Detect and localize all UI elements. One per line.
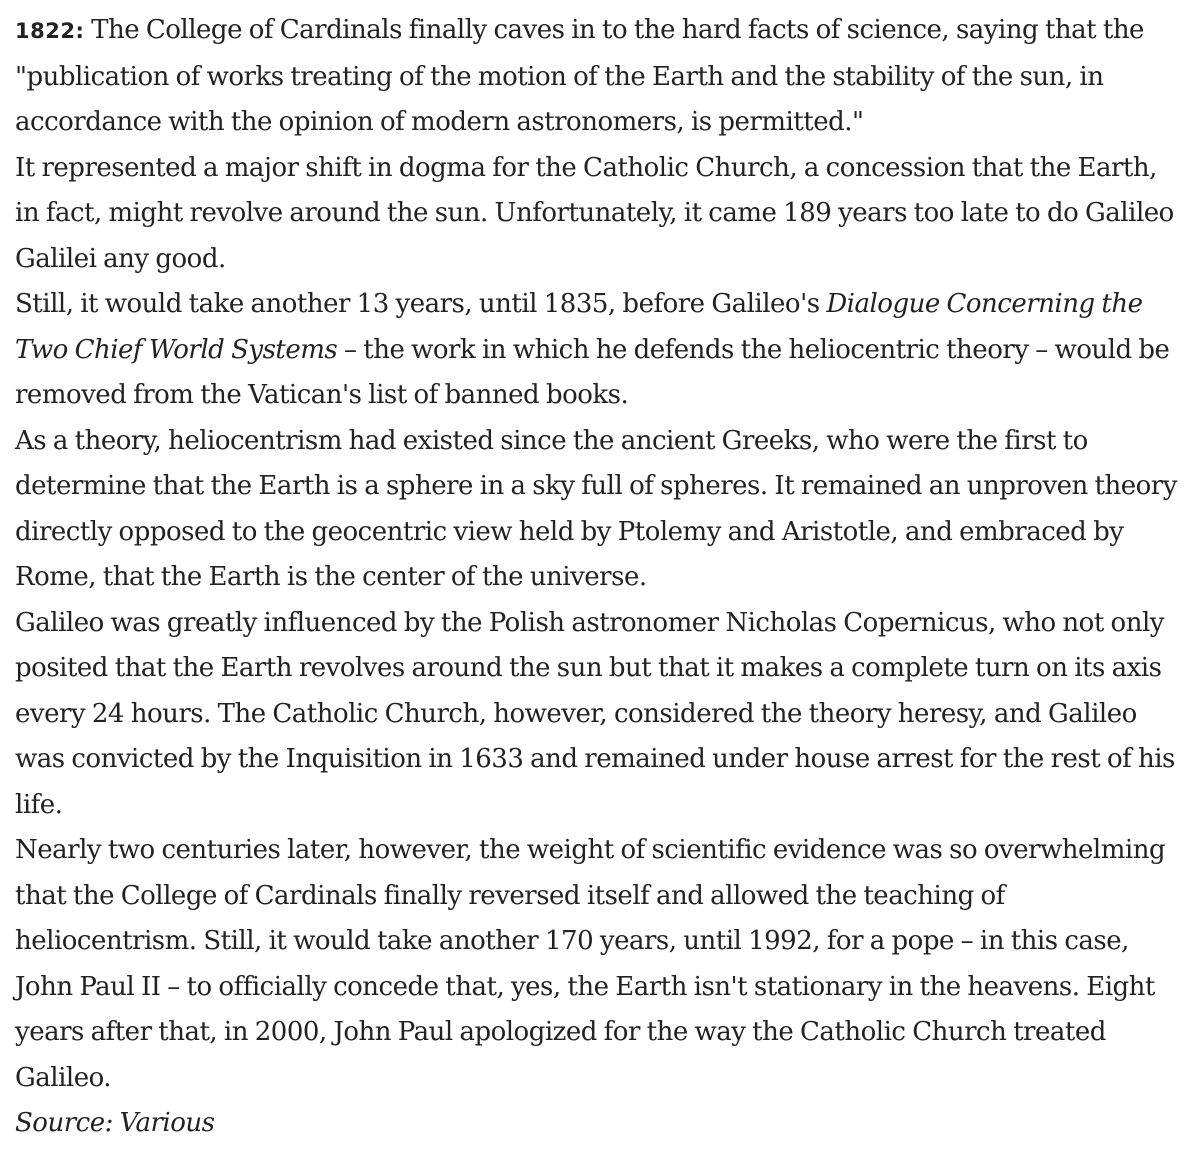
paragraph-dialogue (15, 282, 1186, 419)
paragraph-two-centuries-later: Nearly two centuries later, however, the weight of scientific evidence was so overwhelming that the College of Cardinals finally reversed itself and allowed the teaching of heliocentrism. Still, it would take another 170 years, until 1992, for a pope – in this case, John Paul II – to officially concede that, yes, the Earth isn't stationary in the heavens. Eight years after that, in 2000, John Paul apologized for the way the Catholic Church treated Galileo. (15, 835, 1166, 1093)
intro-text: The College of Cardinals finally caves in to the hard facts of science, saying that the "publication of works treating of the motion of the Earth and the stability of the sun, in accordance with the opinion of modern astronomers, is permitted." (15, 15, 1144, 137)
paragraph-heliocentrism-theory: As a theory, heliocentrism had existed since the ancient Greeks, who were the first to determine that the Earth is a sphere in a sky full of spheres. It remained an unproven theory directly opposed to the geocentric view held by Ptolemy and Aristotle, and embraced by Rome, that the Earth is the center of the universe. (15, 425, 1177, 592)
intro-paragraph (15, 8, 1186, 146)
dialogue-text-after: – the work in which he defends the heliocentric theory – would be removed from the Vatican's list of banned books. (15, 334, 1170, 410)
dateline: 1822: (15, 19, 85, 43)
source-text: Source: Various (15, 1108, 215, 1138)
source-line (15, 1101, 1186, 1147)
paragraph-copernicus: Galileo was greatly influenced by the Polish astronomer Nicholas Copernicus, who not only posited that the Earth revolves around the sun but that it makes a complete turn on its axis every 24 hours. The Catholic Church, however, considered the theory heresy, and Galileo was convicted by the Inquisition in 1633 and remained under house arrest for the rest of his life. (15, 607, 1175, 820)
book-title: Dialogue Concerning the Two Chief World Systems (15, 289, 1143, 365)
article-body (0, 8, 1200, 1147)
dialogue-text-before: Still, it would take another 13 years, until 1835, before Galileo's (15, 289, 827, 319)
paragraph-shift-in-dogma: It represented a major shift in dogma for the Catholic Church, a concession that the Earth, in fact, might revolve around the sun. Unfortunately, it came 189 years too late to do Galileo Galilei any good. (15, 152, 1174, 274)
